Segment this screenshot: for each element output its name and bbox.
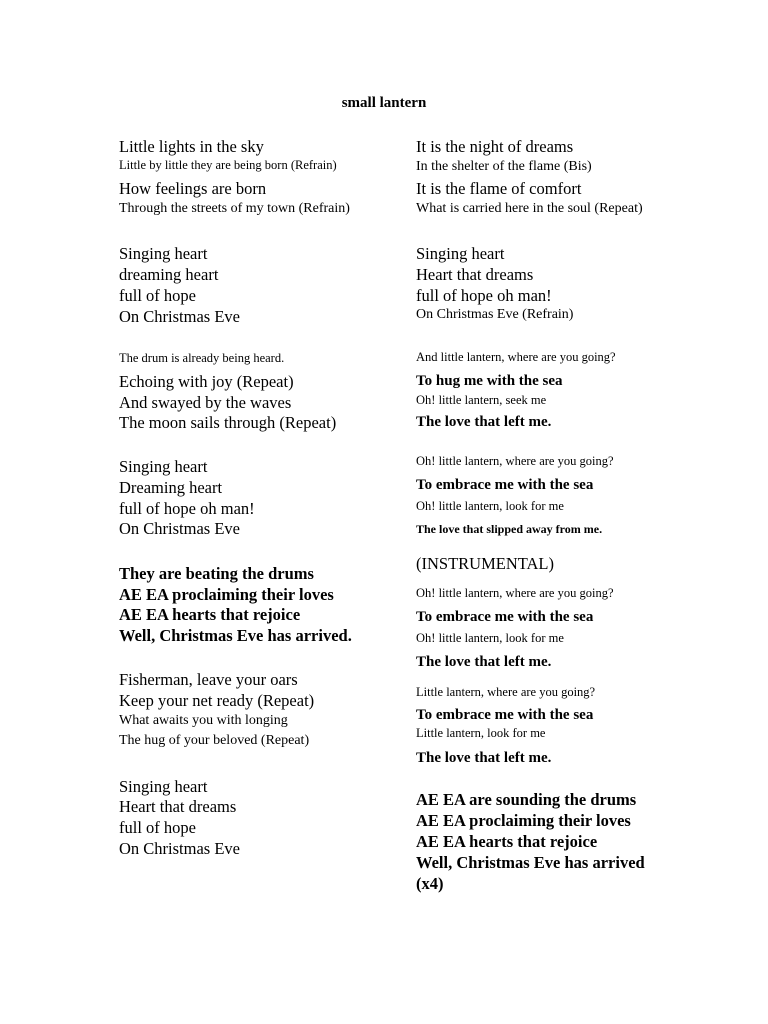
lyric-line: To embrace me with the sea bbox=[416, 707, 594, 723]
lyric-line: full of hope oh man! bbox=[119, 499, 255, 518]
lyric-line: AE EA proclaiming their loves bbox=[416, 811, 631, 830]
lyric-line: (INSTRUMENTAL) bbox=[416, 554, 554, 573]
lyric-line: AE EA proclaiming their loves bbox=[119, 585, 334, 604]
lyric-line: AE EA are sounding the drums bbox=[416, 790, 637, 809]
lyric-line: full of hope oh man! bbox=[416, 286, 552, 305]
lyric-line: The moon sails through (Repeat) bbox=[119, 413, 337, 432]
lyric-line: The love that left me. bbox=[416, 750, 552, 766]
lyric-line: Little lantern, look for me bbox=[416, 726, 546, 740]
lyric-line: What is carried here in the soul (Repeat) bbox=[416, 201, 643, 216]
lyric-line: AE EA hearts that rejoice bbox=[416, 832, 598, 851]
lyric-line: Keep your net ready (Repeat) bbox=[119, 691, 315, 710]
lyric-line: Oh! little lantern, look for me bbox=[416, 499, 564, 513]
lyric-line: full of hope bbox=[119, 818, 196, 837]
lyric-line: How feelings are born bbox=[119, 179, 267, 198]
lyric-line: On Christmas Eve bbox=[119, 839, 240, 858]
lyric-line: Through the streets of my town (Refrain) bbox=[119, 201, 350, 216]
lyric-line: To hug me with the sea bbox=[416, 373, 563, 389]
lyric-line: The love that left me. bbox=[416, 414, 552, 430]
lyric-line: On Christmas Eve bbox=[119, 307, 240, 326]
song-title: small lantern bbox=[341, 95, 427, 111]
lyric-line: It is the night of dreams bbox=[416, 137, 574, 156]
lyric-line: To embrace me with the sea bbox=[416, 609, 594, 625]
lyric-line: The drum is already being heard. bbox=[119, 351, 285, 365]
lyric-line: To embrace me with the sea bbox=[416, 477, 594, 493]
lyric-line: It is the flame of comfort bbox=[416, 179, 582, 198]
lyric-line: Singing heart bbox=[119, 244, 208, 263]
lyric-line: On Christmas Eve (Refrain) bbox=[416, 307, 574, 322]
lyric-line: In the shelter of the flame (Bis) bbox=[416, 159, 592, 174]
lyric-line: The love that slipped away from me. bbox=[416, 522, 603, 536]
lyric-line: Little by little they are being born (Refrain) bbox=[119, 158, 337, 172]
lyric-line: And swayed by the waves bbox=[119, 393, 292, 412]
lyric-line: Well, Christmas Eve has arrived. bbox=[119, 626, 352, 645]
lyric-line: AE EA hearts that rejoice bbox=[119, 605, 301, 624]
lyric-line: Singing heart bbox=[119, 457, 208, 476]
lyric-line: Singing heart bbox=[119, 777, 208, 796]
lyric-line: Oh! little lantern, look for me bbox=[416, 631, 564, 645]
lyric-line: (x4) bbox=[416, 874, 444, 893]
lyric-line: Little lantern, where are you going? bbox=[416, 685, 596, 699]
lyric-line: On Christmas Eve bbox=[119, 519, 240, 538]
lyric-line: They are beating the drums bbox=[119, 564, 314, 583]
lyric-line: Dreaming heart bbox=[119, 478, 223, 497]
lyric-line: Singing heart bbox=[416, 244, 505, 263]
lyric-line: Echoing with joy (Repeat) bbox=[119, 372, 294, 391]
lyric-line: full of hope bbox=[119, 286, 196, 305]
lyric-line: What awaits you with longing bbox=[119, 713, 288, 728]
lyric-line: Fisherman, leave your oars bbox=[119, 670, 298, 689]
lyric-line: Heart that dreams bbox=[416, 265, 534, 284]
lyric-line: Oh! little lantern, where are you going? bbox=[416, 586, 614, 600]
lyric-line: The hug of your beloved (Repeat) bbox=[119, 733, 310, 748]
lyric-line: dreaming heart bbox=[119, 265, 219, 284]
lyric-line: Well, Christmas Eve has arrived bbox=[416, 853, 645, 872]
lyric-line: Heart that dreams bbox=[119, 797, 237, 816]
lyric-line: Oh! little lantern, where are you going? bbox=[416, 454, 614, 468]
lyric-line: Little lights in the sky bbox=[119, 137, 264, 156]
lyric-line: The love that left me. bbox=[416, 654, 552, 670]
lyric-line: Oh! little lantern, seek me bbox=[416, 393, 547, 407]
lyric-line: And little lantern, where are you going? bbox=[416, 350, 616, 364]
